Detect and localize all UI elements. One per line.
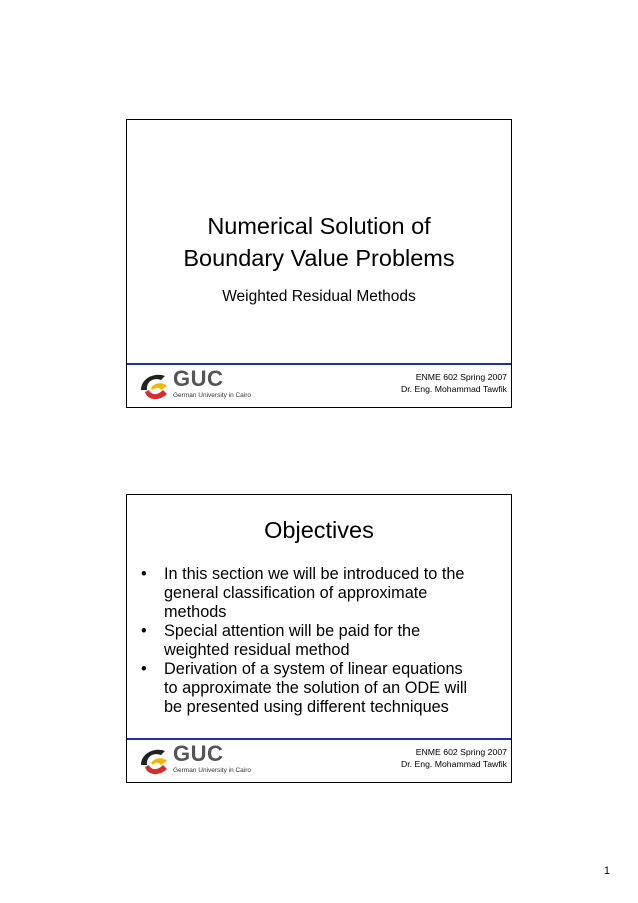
logo-subtext: German University in Cairo [173, 767, 252, 774]
slide-1 [126, 119, 512, 408]
title-line-2: Boundary Value Problems [183, 245, 455, 271]
title-line-1: Numerical Solution of [207, 213, 431, 239]
slide-footer [127, 738, 511, 782]
bullet-icon: • [141, 565, 147, 583]
bullet-icon: • [141, 660, 147, 678]
footer-info [401, 371, 507, 395]
course-label: ENME 602 Spring 2007 [415, 372, 507, 382]
bullet-line: Special attention will be paid for the [164, 622, 421, 640]
bullet-item [139, 622, 501, 660]
footer-info [401, 746, 507, 770]
bullet-line: methods [164, 603, 227, 621]
guc-logo [137, 366, 252, 404]
author-label: Dr. Eng. Mohammad Tawfik [400, 759, 507, 769]
logo-text: GUC [173, 741, 224, 766]
bullet-line: general classification of approximate [164, 584, 428, 602]
bullet-item [139, 565, 501, 622]
guc-emblem-icon [137, 743, 171, 779]
course-label: ENME 602 Spring 2007 [415, 747, 507, 757]
bullet-line: In this section we will be introduced to the [164, 565, 465, 583]
bullet-line: to approximate the solution of an ODE will [164, 679, 468, 697]
guc-emblem-icon [137, 368, 171, 404]
slide-title [127, 210, 511, 274]
slide-footer [127, 363, 511, 407]
page-number: 1 [603, 865, 610, 877]
bullet-list [139, 565, 501, 717]
bullet-line: Derivation of a system of linear equations [164, 660, 463, 678]
bullet-line: weighted residual method [164, 641, 350, 659]
guc-logo [137, 741, 252, 779]
slide-2 [126, 494, 512, 783]
logo-text: GUC [173, 366, 224, 391]
bullet-icon: • [141, 622, 147, 640]
slide-subtitle: Weighted Residual Methods [222, 288, 416, 305]
author-label: Dr. Eng. Mohammad Tawfik [400, 384, 507, 394]
bullet-item [139, 660, 501, 717]
slide-title: Objectives [264, 517, 374, 543]
bullet-line: be presented using different techniques [164, 698, 449, 716]
logo-subtext: German University in Cairo [173, 392, 252, 399]
